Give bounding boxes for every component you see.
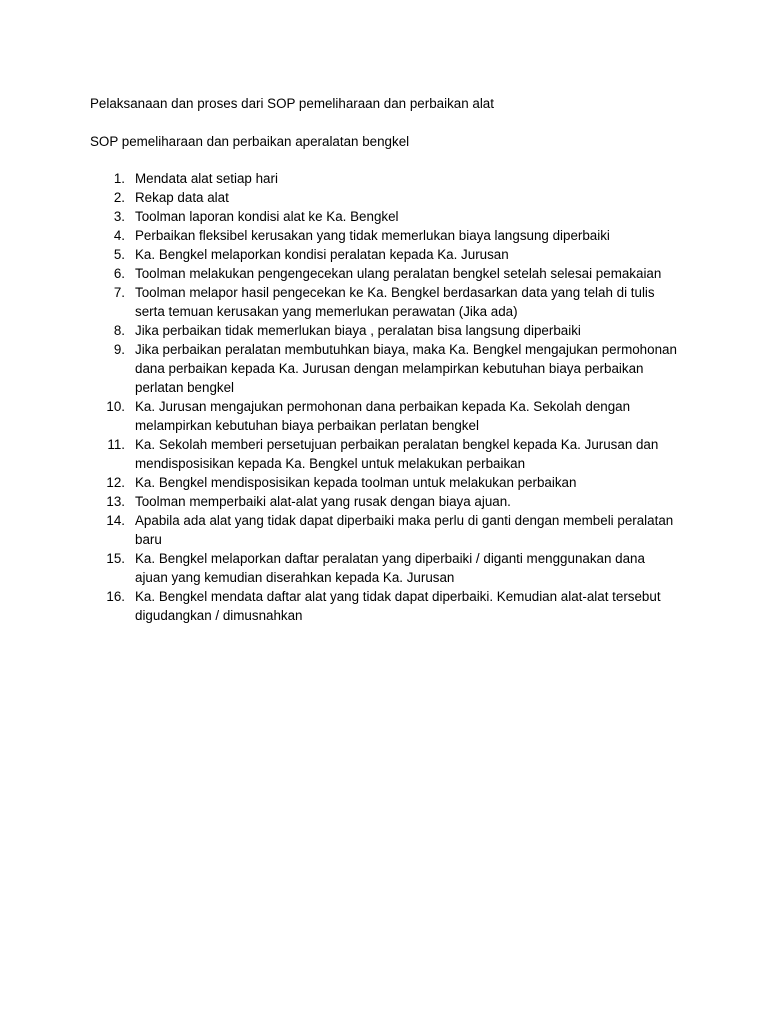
list-item-number: 2. (113, 190, 125, 205)
list-item-text: Apabila ada alat yang tidak dapat diperbaiki maka perlu di ganti dengan membeli peralatan baru (135, 513, 674, 547)
list-item (90, 321, 680, 340)
document-subtitle: SOP pemeliharaan dan perbaikan aperalatan bengkel (90, 134, 410, 149)
list-item-text: Ka. Bengkel melaporkan daftar peralatan yang diperbaiki / diganti menggunakan dana ajuan yang kemudian diserahkan kepada Ka. Jurusan (135, 551, 645, 585)
list-item-text: Ka. Bengkel mendisposisikan kepada toolman untuk melakukan perbaikan (135, 475, 577, 490)
list-item-text: Rekap data alat (135, 190, 229, 205)
list-item (90, 283, 680, 321)
list-item (90, 587, 680, 625)
list-item-text: Ka. Bengkel melaporkan kondisi peralatan kepada Ka. Jurusan (135, 247, 509, 262)
list-item-text: Ka. Bengkel mendata daftar alat yang tidak dapat diperbaiki. Kemudian alat-alat tersebut digudangkan / dimusnahkan (135, 589, 661, 623)
list-item-number: 14. (106, 513, 125, 528)
list-item-number: 3. (113, 209, 125, 224)
list-item-number: 9. (113, 342, 125, 357)
list-item (90, 473, 680, 492)
list-item-number: 5. (113, 247, 125, 262)
list-item-number: 12. (106, 475, 125, 490)
list-item (90, 340, 680, 397)
list-item (90, 245, 680, 264)
list-item-text: Toolman melakukan pengengecekan ulang peralatan bengkel setelah selesai pemakaian (135, 266, 662, 281)
document-title: Pelaksanaan dan proses dari SOP pemeliharaan dan perbaikan alat (90, 96, 494, 111)
list-item (90, 397, 680, 435)
list-item (90, 264, 680, 283)
list-item-number: 16. (106, 589, 125, 604)
list-item (90, 435, 680, 473)
list-item-number: 4. (113, 228, 125, 243)
list-item-number: 7. (113, 285, 125, 300)
list-item-text: Perbaikan fleksibel kerusakan yang tidak memerlukan biaya langsung diperbaiki (135, 228, 610, 243)
list-item-number: 8. (113, 323, 125, 338)
sop-steps-list (90, 169, 680, 625)
list-item-number: 6. (113, 266, 125, 281)
list-item-text: Mendata alat setiap hari (135, 171, 278, 186)
list-item-number: 1. (113, 171, 125, 186)
list-item-text: Ka. Sekolah memberi persetujuan perbaikan peralatan bengkel kepada Ka. Jurusan dan mendisposisikan kepada Ka. Bengkel untuk melakukan perbaikan (135, 437, 659, 471)
list-item-text: Jika perbaikan tidak memerlukan biaya , peralatan bisa langsung diperbaiki (135, 323, 581, 338)
list-item (90, 511, 680, 549)
list-item (90, 169, 680, 188)
list-item (90, 492, 680, 511)
list-item-text: Ka. Jurusan mengajukan permohonan dana perbaikan kepada Ka. Sekolah dengan melampirkan kebutuhan biaya perbaikan perlatan bengkel (135, 399, 631, 433)
list-item (90, 549, 680, 587)
list-item-number: 11. (107, 437, 125, 452)
list-item-text: Toolman melapor hasil pengecekan ke Ka. Bengkel berdasarkan data yang telah di tulis serta temuan kerusakan yang memerlukan perawatan (Jika ada) (135, 285, 655, 319)
list-item-number: 15. (106, 551, 125, 566)
list-item (90, 207, 680, 226)
list-item-number: 13. (106, 494, 125, 509)
list-item-text: Toolman laporan kondisi alat ke Ka. Bengkel (135, 209, 399, 224)
list-item-number: 10. (106, 399, 125, 414)
list-item-text: Toolman memperbaiki alat-alat yang rusak dengan biaya ajuan. (135, 494, 511, 509)
list-item-text: Jika perbaikan peralatan membutuhkan biaya, maka Ka. Bengkel mengajukan permohonan dana perbaikan kepada Ka. Jurusan dengan melampirkan kebutuhan biaya perbaikan perlatan bengkel (135, 342, 677, 395)
list-item (90, 188, 680, 207)
list-item (90, 226, 680, 245)
